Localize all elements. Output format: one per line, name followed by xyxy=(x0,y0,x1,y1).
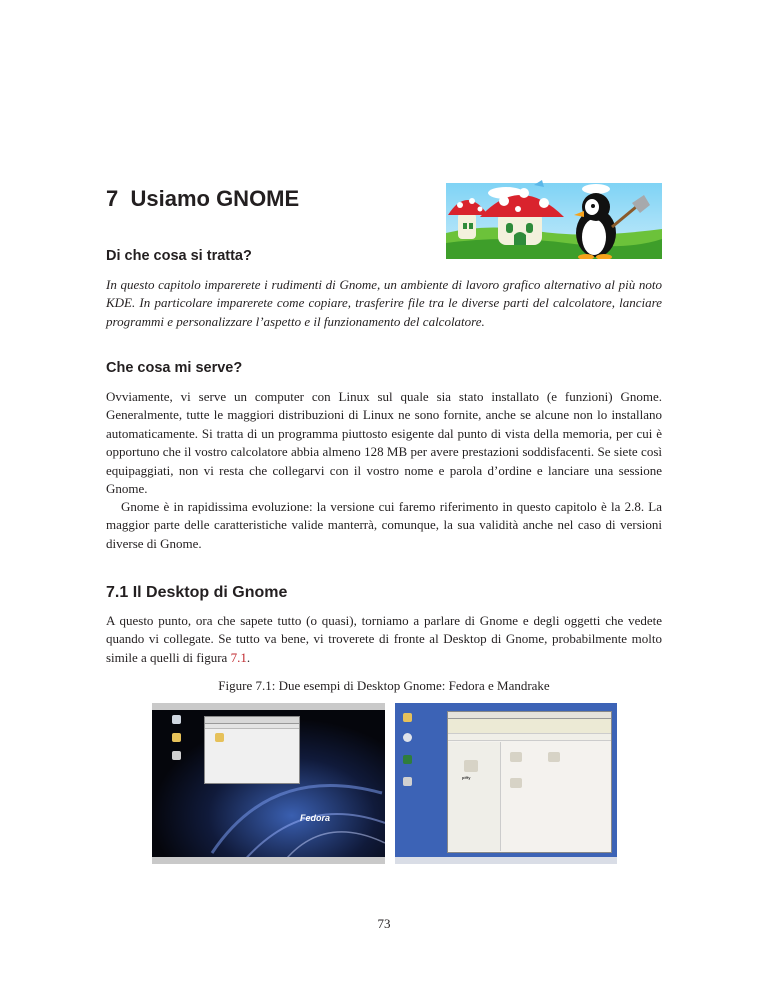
requirements-paragraph-1: Ovviamente, vi serve un computer con Linux sul quale sia stato installato (e funzioni) Gnome. Generalmente, tutte le maggiori distribuzioni di Linux ne sono fornite, anche se alcune non lo installano automaticamente. Si tratta di un programma piuttosto esigente dal punto di vista della memoria, per cui è opportuno che il vostro calcolatore abbia almeno 128 MB per avere prestazioni soddisfacenti. Se siete così equipaggiati, non vi resta che collegarvi con il vostro nome e parola d’ordine e lanciare una sessione Gnome. xyxy=(106,389,662,497)
tmp-folder-icon xyxy=(510,778,522,788)
desktop-folder-icon xyxy=(510,752,522,762)
file-manager-window xyxy=(204,716,300,784)
requirements-paragraph-2: Gnome è in rapidissima evoluzione: la versione cui faremo riferimento in questo capitolo è la 2.8. La maggior parte delle caratteristiche valide manterrà, comunque, la sua validità anche nel caso di versioni diverse di Gnome. xyxy=(106,499,662,551)
section-paragraph: A questo punto, ora che sapete tutto (o quasi), torniamo a parlare di Gnome e degli oggetti che vedete quando vi collegate. Se tutto va bene, vi troverete di fronte al Desktop di Gnome, probabilmente molto simile a quelli di figura 7.1. xyxy=(106,613,662,665)
mandrake-user-label: piffy xyxy=(462,775,471,780)
figure-caption: Figure 7.1: Due esempi di Desktop Gnome: Fedora e Mandrake xyxy=(218,678,550,693)
intro-heading: Di che cosa si tratta? xyxy=(106,248,252,264)
section-heading: 7.1 Il Desktop di Gnome xyxy=(106,584,288,601)
user-folder-icon xyxy=(464,760,478,772)
fedora-top-panel xyxy=(152,703,385,710)
nautilus-window xyxy=(447,711,612,853)
chapter-title: 7 Usiamo GNOME xyxy=(106,186,300,211)
mandrake-bottom-panel xyxy=(395,857,617,864)
folder-icon xyxy=(215,733,224,742)
requirements-heading: Che cosa mi serve? xyxy=(106,360,243,376)
fedora-bottom-panel xyxy=(152,857,385,864)
network-icon xyxy=(403,755,412,764)
trash-icon xyxy=(172,751,181,760)
mandrake-desktop-screenshot xyxy=(395,703,617,864)
trash-icon xyxy=(403,777,412,786)
cdrom-icon xyxy=(403,733,412,742)
home-folder-icon xyxy=(172,733,181,742)
home-folder-icon xyxy=(403,713,412,722)
fedora-logo: Fedora xyxy=(300,813,331,823)
intro-text: In questo capitolo imparerete i rudimenti di Gnome, un ambiente di lavoro grafico alternativo al più noto KDE. In particolare imparerete come copiare, trasferire file tra le diverse parti del calcolatore, lanciare programmi e personalizzare l’aspetto e il funzionamento del calcolatore. xyxy=(106,277,662,329)
fedora-desktop-screenshot xyxy=(152,703,385,864)
page-number: 73 xyxy=(377,916,391,931)
documents-folder-icon xyxy=(548,752,560,762)
figure-reference-link[interactable]: 7.1 xyxy=(230,649,247,665)
chapter-illustration xyxy=(446,177,662,259)
computer-icon xyxy=(172,715,181,724)
